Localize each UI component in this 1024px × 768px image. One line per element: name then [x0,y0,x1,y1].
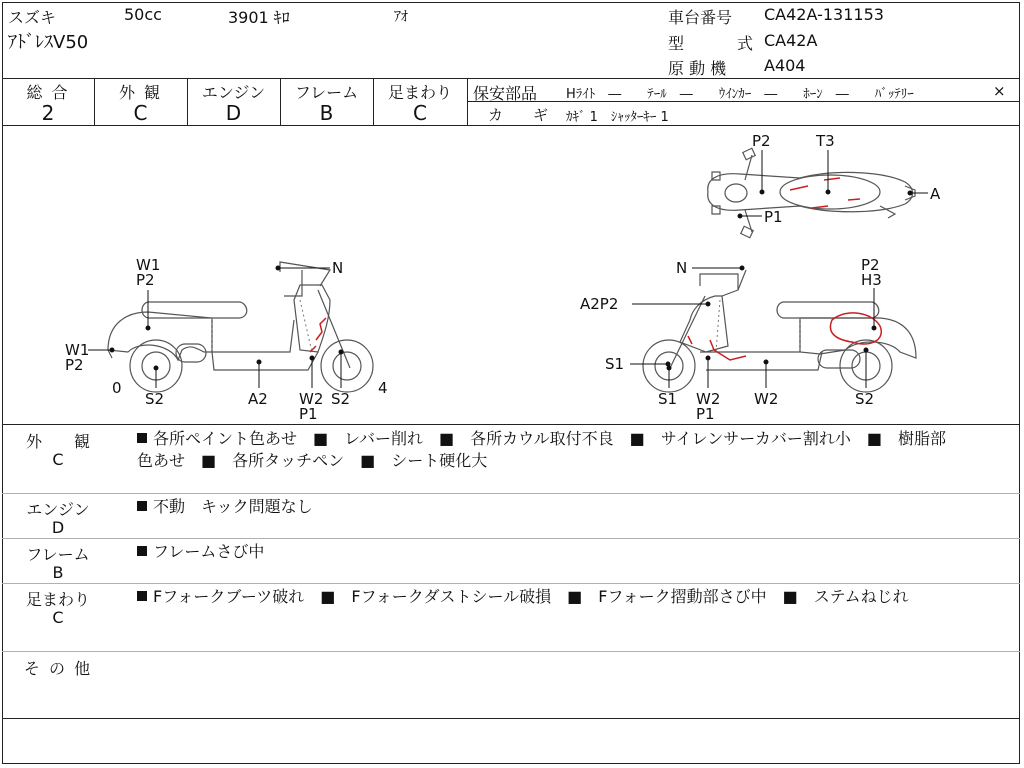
frame-grade-value: B [319,101,334,125]
suspension-grade-label: 足まわり [387,83,452,102]
label-top-p2: P2 [752,132,771,150]
suspension-remarks [137,586,1017,608]
remark-divider-3 [2,583,1020,584]
suspension-grade-value: C [413,101,427,125]
engine-remarks [137,496,313,518]
overall-grade-value: 2 [41,101,55,125]
exterior-remarks-line1: 各所ペイント色あせ ■ レバー削れ ■ 各所カウル取付不良 ■ サイレンサーカバー割れ小 ■ 樹脂部 [153,429,947,448]
color: ｱｵ [394,9,408,25]
engine-remarks-text: 不動 キック問題なし [153,497,313,516]
label-left-p1: P1 [299,405,318,423]
label-right-w2: W2 [696,390,721,408]
label-left-p2: P2 [136,271,155,289]
other-section-title: そ の 他 [23,659,93,678]
frame-grade-label: フレーム [294,83,359,102]
model-name: ｱﾄﾞﾚｽV50 [8,32,89,53]
engine-grade-value: D [225,101,242,125]
exterior-section-grade: C [52,450,64,469]
overall-grade-label: 総 合 [26,83,70,102]
remark-divider-5 [2,718,1020,719]
model-type: CA42A [764,31,818,50]
label-right-w2-mid: W2 [754,390,779,408]
label-left-w2: W2 [299,390,324,408]
remark-divider-2 [2,538,1020,539]
exterior-section-title: 外 観 [25,432,90,451]
engine-label: 原 動 機 [668,59,727,78]
frame-remarks-text: フレームさび中 [153,542,265,561]
label-right-n: N [676,259,688,277]
label-right-s2: S2 [855,390,875,408]
bullet-icon [137,546,147,556]
frame-section-title: フレーム [26,545,90,564]
label-left-4: 4 [378,379,388,397]
key-count: ｶｷﾞ 1 ｼｬｯﾀｰｷｰ 1 [566,110,669,125]
suspension-section-title: 足まわり [25,590,90,609]
suspension-remarks-text: Fフォークブーツ破れ ■ Fフォークダストシール破損 ■ Fフォーク摺動部さび中 ■ ステムねじれ [153,587,909,606]
label-left-s2-rear: S2 [331,390,351,408]
label-top-a: A [930,185,941,203]
label-left-w1: W1 [136,256,161,274]
label-right-h3: H3 [861,271,882,289]
bullet-icon [137,501,147,511]
key-label: カ ギ [488,106,549,124]
engine-grade-label: エンジン [201,83,266,102]
label-right-p1: P1 [696,405,715,423]
safety-parts-label: 保安部品 [473,84,538,103]
label-top-p1: P1 [764,208,783,226]
safety-parts-list: Hﾗｲﾄ ― ﾃｰﾙ ― ｳｲﾝｶｰ ― ﾎｰﾝ ― ﾊﾞｯﾃﾘｰ [566,87,914,102]
label-left-s2-front: S2 [145,390,165,408]
type-label-1: 型 [668,34,685,53]
exterior-grade-label: 外 観 [118,83,163,102]
frame-remarks [137,541,264,563]
exterior-remarks [137,428,1017,472]
label-left-a2: A2 [248,390,268,408]
battery-missing-mark: × [993,82,1006,100]
suspension-section-grade: C [52,608,64,627]
label-right-a2p2: A2P2 [580,295,619,313]
label-left-0: 0 [112,379,122,397]
engine-section-title: エンジン [26,500,90,519]
label-right-s1: S1 [658,390,678,408]
damage-marks [310,178,881,360]
label-left-w1-side: W1 [65,341,90,359]
bullet-icon [137,433,147,443]
label-left-n: N [332,259,344,277]
remark-divider-1 [2,493,1020,494]
scooter-top-view [708,148,915,237]
engine-model: A404 [764,56,806,75]
label-right-p2: P2 [861,256,880,274]
displacement: 50cc [124,5,162,24]
engine-section-grade: D [51,518,65,537]
maker: スズキ [8,8,57,27]
label-left-p2-side: P2 [65,356,84,374]
frame-section-grade: B [52,563,64,582]
remark-divider-4 [2,651,1020,652]
type-label-2: 式 [737,34,754,53]
label-right-s1-side: S1 [605,355,625,373]
chassis-label: 車台番号 [668,8,733,27]
exterior-grade-value: C [133,101,148,125]
bullet-icon [137,591,147,601]
exterior-remarks-line2: 色あせ ■ 各所タッチペン ■ シート硬化大 [137,451,488,470]
mileage: 3901 ｷﾛ [228,8,290,27]
diagram-divider [2,424,1020,425]
label-top-t3: T3 [816,132,835,150]
chassis-number: CA42A-131153 [764,5,884,24]
